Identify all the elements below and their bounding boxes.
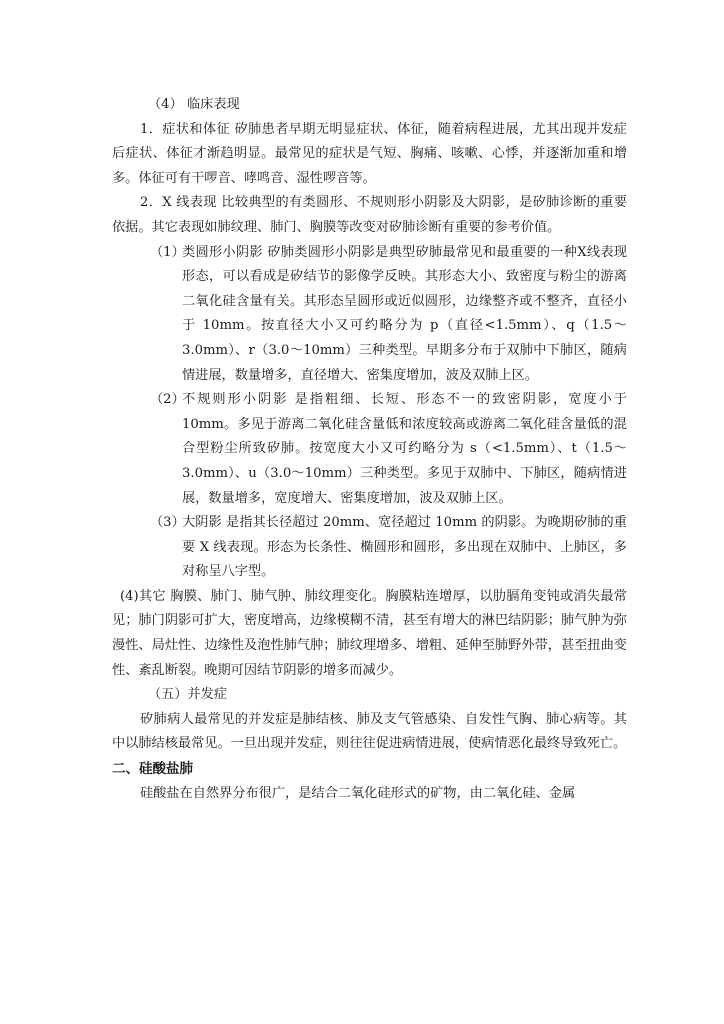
list-item-number: （3）: [150, 515, 185, 531]
list-item-large-opacity: [112, 511, 627, 585]
document-body: [112, 93, 627, 806]
heading-silicate-lung: 二、硅酸盐肺: [112, 761, 193, 778]
paragraph-complications: 矽肺病人最常见的并发症是肺结核、肺及支气管感染、自发性气胸、肺心病等。其中以肺结核最常见。一旦出现并发症，则往往促进病情进展，使病情恶化最终导致死亡。: [112, 711, 627, 752]
paragraph-symptoms: 1．症状和体征 矽肺患者早期无明显症状、体征，随着病程进展，尤其出现并发症后症状、体征才渐趋明显。最常见的症状是气短、胸痛、咳嗽、心悸，并逐渐加重和增多。体征可有干啰音、哮鸣音、湿性啰音等。: [112, 121, 627, 186]
paragraph-other-changes: (4)其它 胸膜、肺门、肺气肿、肺纹理变化。胸膜粘连增厚，以肋膈角变钝或消失最常见；肺门阴影可扩大，密度增高，边缘模糊不清，甚至有增大的淋巴结阴影；肺气肿为弥漫性、局灶性、边缘性及泡性肺气肿；肺纹理增多、增粗、延伸至肺野外带，甚至扭曲变性、紊乱断裂。晚期可因结节阴影的增多而减少。: [112, 588, 627, 678]
list-item-round-opacity: [112, 241, 627, 389]
list-item-number: （2）: [150, 392, 185, 408]
list-item-irregular-opacity: [112, 388, 627, 511]
section-4-title: （4） 临床表现: [148, 97, 240, 112]
paragraph-xray: 2．X 线表现 比较典型的有类圆形、不规则形小阴影及大阴影，是矽肺诊断的重要依据。其它表现如肺纹理、肺门、胸膜等改变对矽肺诊断有重要的参考价值。: [112, 195, 627, 235]
list-item-text: 大阴影 是指其长径超过 20mm、宽径超过 10mm 的阴影。为晚期矽肺的重要 X 线表现。形态为长条性、椭圆形和圆形，多出现在双肺中、上肺区，多对称呈八字型。: [182, 515, 627, 580]
list-item-number: （1）: [150, 244, 185, 260]
list-item-text: 不规则形小阴影 是指粗细、长短、形态不一的致密阴影，宽度小于 10mm。多见于游离二氧化硅含量低和浓度较高或游离二氧化硅含量低的混合型粉尘所致矽肺。按宽度大小又可约略分为 s（<1.5mm）、t（1.5～3.0mm）、u（3.0～10mm）三种类型。多见于双肺中、下肺区，随病情进展，数量增多，宽度增大、密集度增加，波及双肺上区。: [182, 392, 627, 506]
list-item-text: 类圆形小阴影 矽肺类圆形小阴影是典型矽肺最常见和最重要的一种X线表现形态，可以看成是矽结节的影像学反映。其形态大小、致密度与粉尘的游离二氧化硅含量有关。其形态呈圆形或近似圆形，边缘整齐或不整齐，直径小于 10mm。按直径大小又可约略分为 p（直径<1.5mm）、q（1.5～3.0mm）、r（3.0～10mm）三种类型。早期多分布于双肺中下肺区，随病情进展，数量增多，直径增大、密集度增加，波及双肺上区。: [182, 244, 627, 383]
section-5-title: （五）并发症: [148, 687, 228, 703]
paragraph-silicate: 硅酸盐在自然界分布很广，是结合二氧化硅形式的矿物，由二氧化硅、金属: [140, 785, 576, 801]
